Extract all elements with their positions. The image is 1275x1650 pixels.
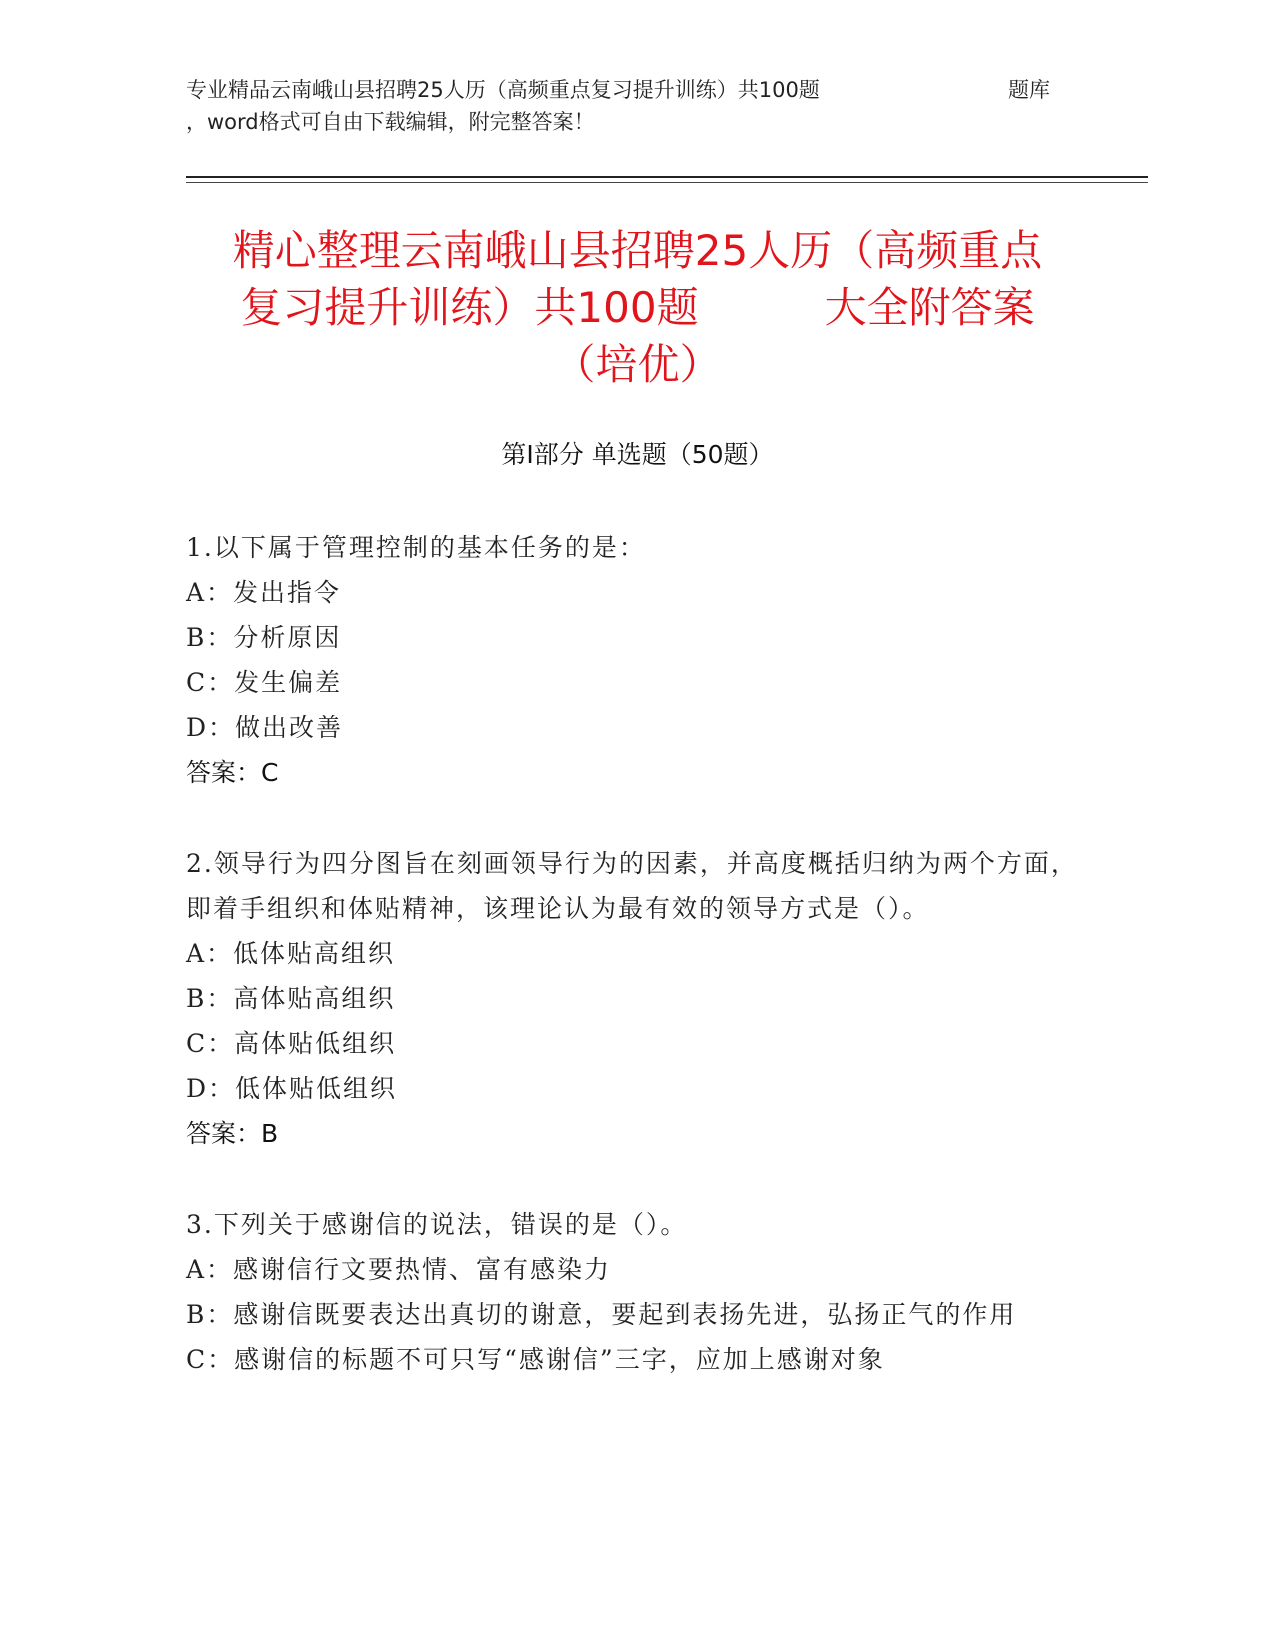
option-a: A：低体贴高组织 [186,939,396,968]
title-line-1: 精心整理云南峨山县招聘25人历（高频重点 [232,226,1043,275]
question-stem: 2.领导行为四分图旨在刻画领导行为的因素，并高度概括归纳为两个方面，即着手组织和体贴精神，该理论认为最有效的领导方式是（）。 [186,849,1078,923]
option-a: A：感谢信行文要热情、富有感染力 [186,1255,612,1284]
option-c: C：发生偏差 [186,668,343,697]
document-title [180,222,1095,393]
question-stem: 3.下列关于感谢信的说法，错误的是（）。 [186,1210,688,1239]
question-stem: 1.以下属于管理控制的基本任务的是： [186,533,646,562]
title-line-3: （培优） [553,340,722,389]
option-d: D：低体贴低组织 [186,1074,398,1103]
question-1 [186,525,1086,795]
header-line-1 [186,74,1066,106]
page-header [186,74,1066,138]
question-answer: 答案：B [186,1119,279,1148]
option-a: A：发出指令 [186,578,342,607]
header-divider-thick [186,176,1148,178]
header-line-2: ，word格式可自由下载编辑，附完整答案！ [186,110,595,134]
option-b: B：高体贴高组织 [186,984,396,1013]
question-3 [186,1202,1086,1382]
option-b: B：感谢信既要表达出真切的谢意，要起到表扬先进，弘扬正气的作用 [186,1300,1017,1329]
question-2 [186,841,1086,1156]
option-c: C：感谢信的标题不可只写“感谢信”三字，应加上感谢对象 [186,1345,885,1374]
title-line-2: 复习提升训练）共100题 大全附答案 [240,283,1035,332]
question-list [186,525,1086,1428]
option-c: C：高体贴低组织 [186,1029,397,1058]
header-description: 专业精品云南峨山县招聘25人历（高频重点复习提升训练）共100题 [186,78,820,102]
option-d: D：做出改善 [186,713,344,742]
option-b: B：分析原因 [186,623,342,652]
header-tag: 题库 [1008,78,1050,102]
section-title: 第Ⅰ部分 单选题（50题） [501,440,774,469]
question-answer: 答案：C [186,758,279,787]
header-divider-thin [186,182,1148,183]
